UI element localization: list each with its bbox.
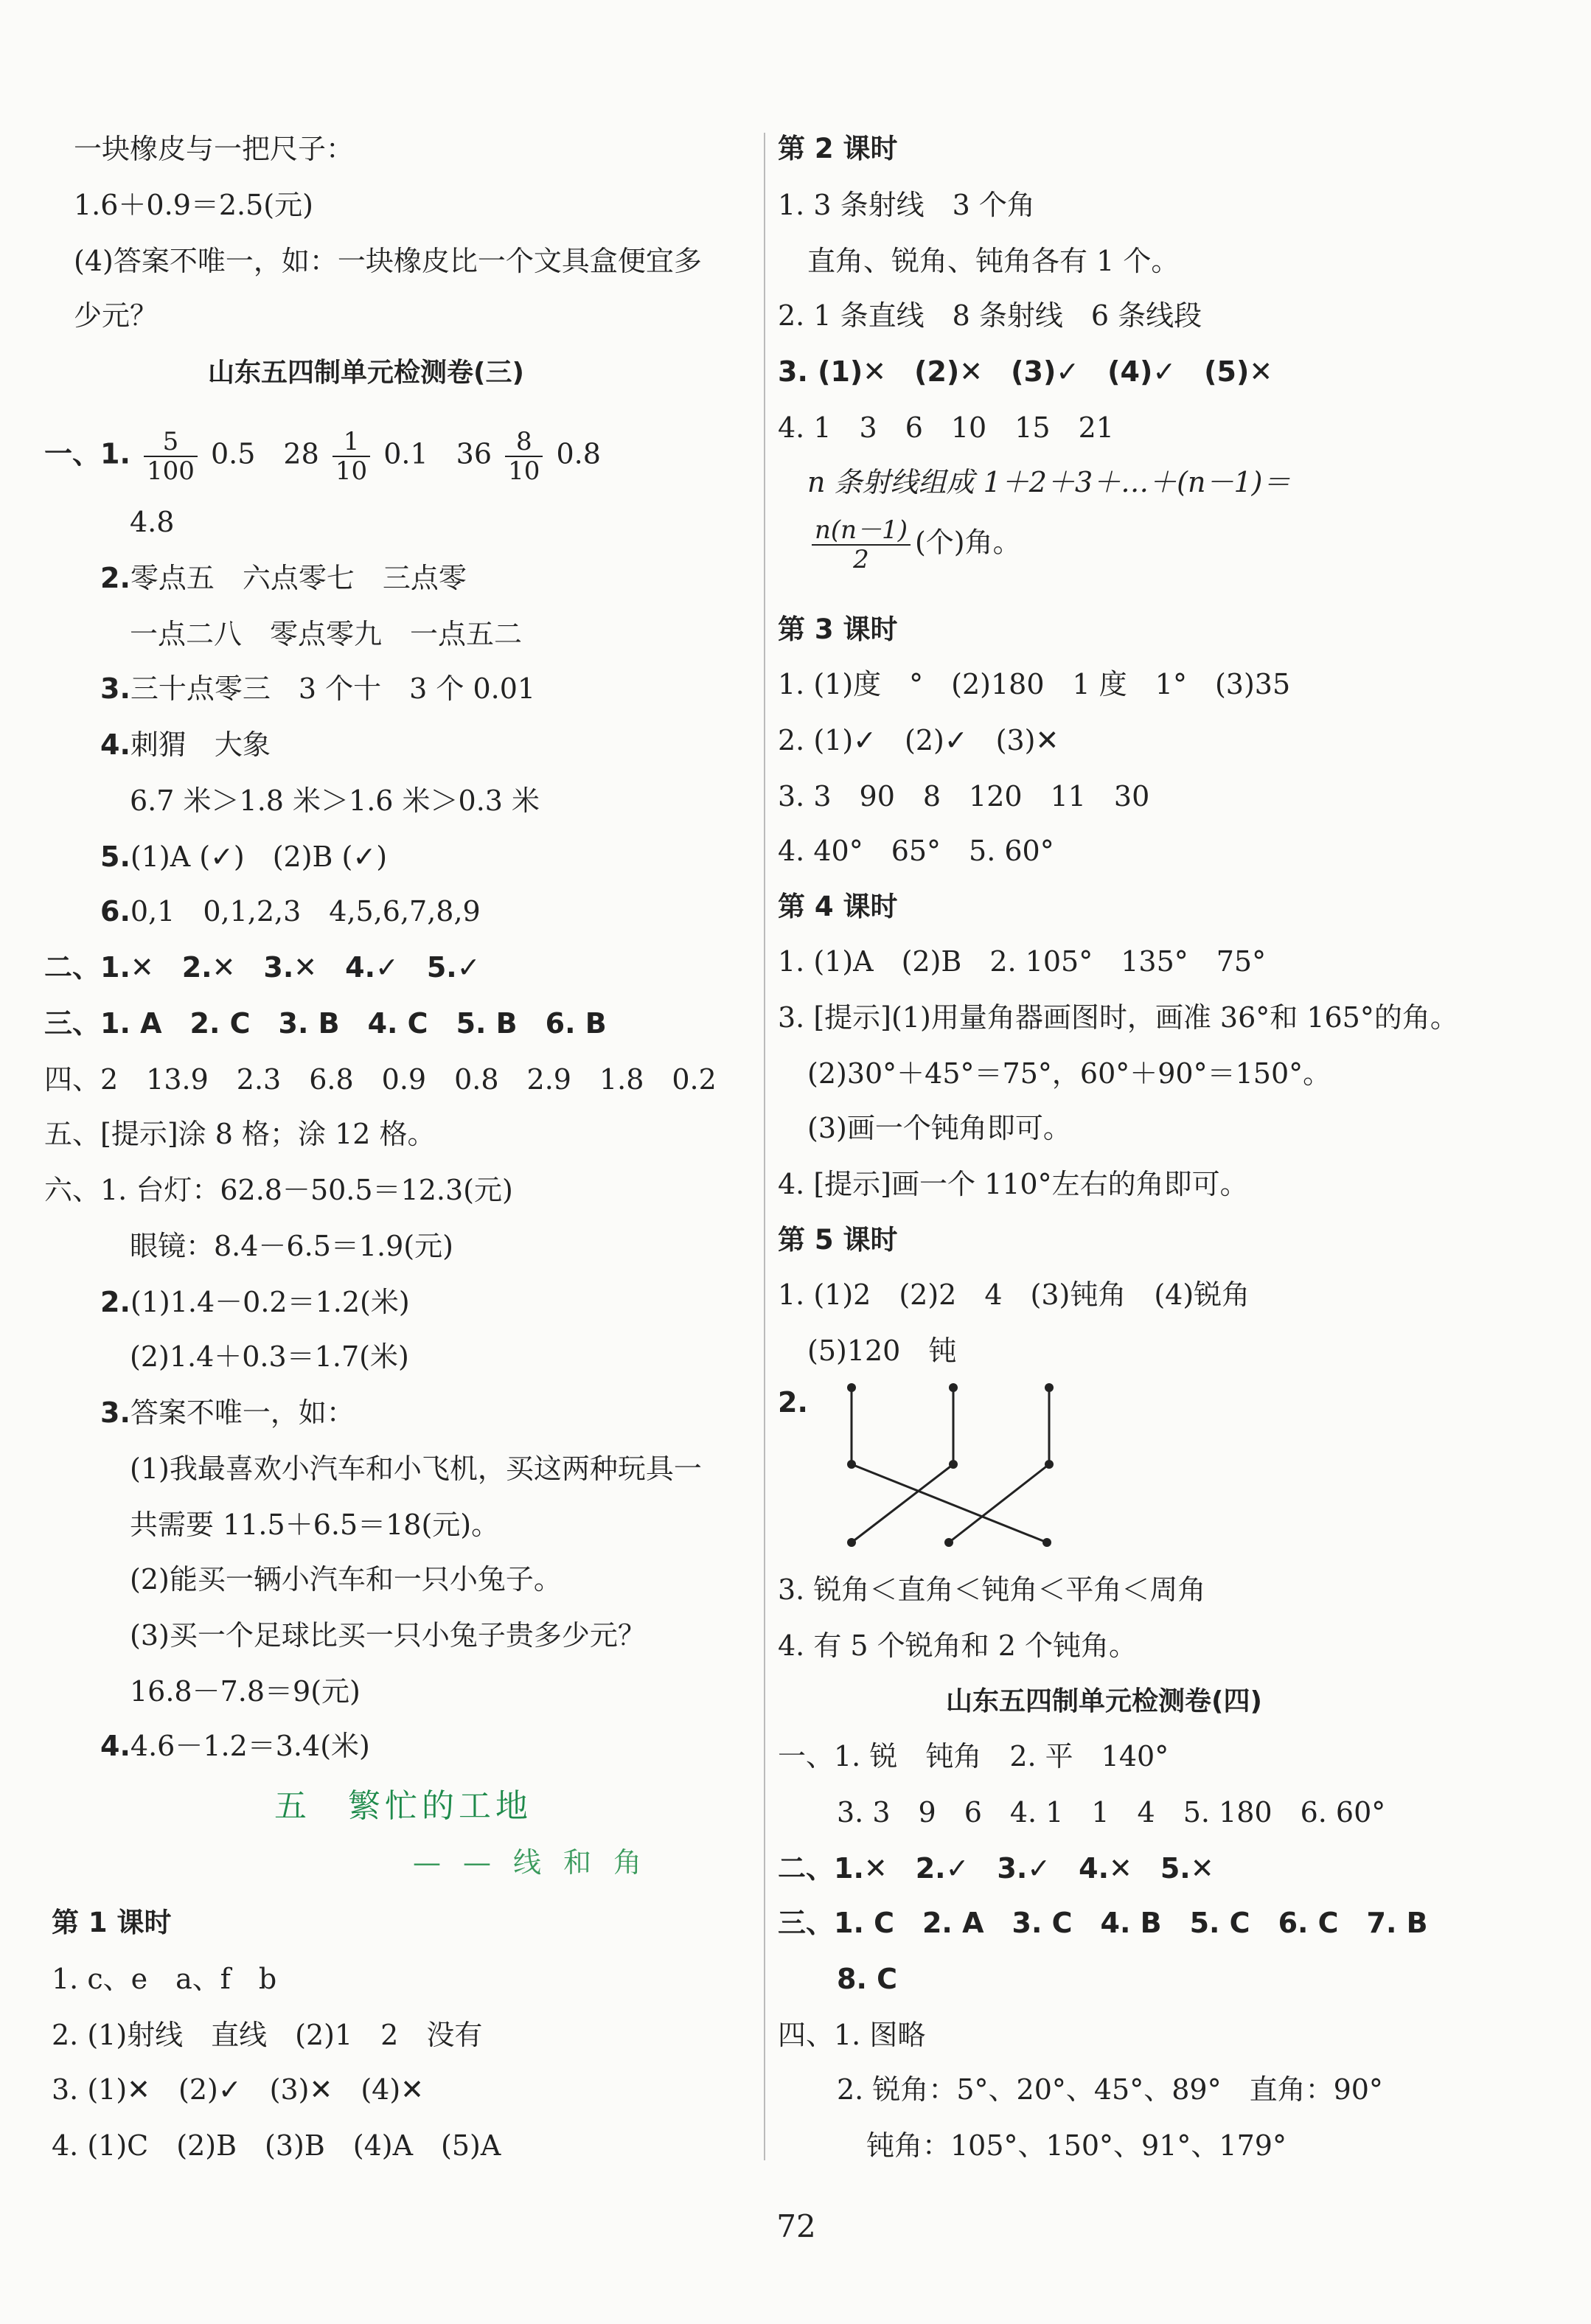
answer-line: 4. 1 3 6 10 15 21 [778, 411, 1114, 444]
answer-line: (5)120 钝 [807, 1335, 957, 1367]
dot [949, 1383, 958, 1392]
answer-line: 3. 3 90 8 120 11 30 [778, 780, 1150, 813]
q1-4-line: 4.刺猬 大象 [100, 728, 271, 761]
answer-line: 三、1. C 2. A 3. C 4. B 5. C 6. C 7. B [778, 1907, 1428, 1939]
q1-6-line: 6.0,1 0,1,2,3 4,5,6,7,8,9 [100, 895, 481, 928]
answer-line: (2)能买一辆小汽车和一只小兔子。 [130, 1563, 562, 1596]
answer-line: 2. 1 条直线 8 条射线 6 条线段 [778, 299, 1202, 332]
q6-2-line: 2.(1)1.4－0.2＝1.2(米) [100, 1286, 410, 1318]
answer-line: 4. 40° 65° 5. 60° [778, 835, 1054, 867]
column-divider [764, 133, 765, 2160]
answer-line: 1. c、e a、f b [52, 1963, 277, 1995]
fraction-n-n-1-over-2: $\frac{n(n-1)}{2}$ [812, 516, 911, 574]
q1-5-line: 5.(1)A (✓) (2)B (✓) [100, 841, 388, 873]
line-cross-2 [852, 1464, 953, 1542]
answer-line: 8. C [837, 1963, 897, 1995]
dot [1045, 1460, 1054, 1469]
answer-line: 3. [提示](1)用量角器画图时，画准 36°和 165°的角。 [778, 1001, 1458, 1034]
fraction-5-100: $\frac{5}{100}$ [144, 428, 198, 485]
answer-line: 六、1. 台灯：62.8－50.5＝12.3(元) [44, 1174, 513, 1206]
answer-line: 2. 锐角：5°、20°、45°、89° 直角：90° [837, 2073, 1383, 2106]
answer-line: 一点二八 零点零九 一点五二 [130, 618, 523, 650]
answer-line: 二、1.✕ 2.✕ 3.✕ 4.✓ 5.✓ [44, 951, 481, 984]
lesson-heading: 第 4 课时 [778, 891, 898, 922]
q1-1-text: 0.1 36 [383, 437, 492, 470]
answer-line: 眼镜：8.4－6.5＝1.9(元) [130, 1230, 453, 1262]
answer-line: 1. (1)度 ° (2)180 1 度 1° (3)35 [778, 668, 1291, 700]
answer-line: 1. (1)A (2)B 2. 105° 135° 75° [778, 945, 1267, 978]
answer-line: 2. (1)✓ (2)✓ (3)✕ [778, 724, 1059, 756]
matching-lines-diagram [807, 1379, 1058, 1556]
unit-subtitle: ——线和角 [413, 1846, 664, 1879]
dot [847, 1460, 856, 1469]
dot [847, 1383, 856, 1392]
test4-title: 山东五四制单元检测卷(四) [946, 1686, 1262, 1716]
answer-line: 6.7 米＞1.8 米＞1.6 米＞0.3 米 [130, 784, 540, 817]
answer-line: 三、1. A 2. C 3. B 4. C 5. B 6. B [44, 1007, 607, 1040]
q1-2-line: 2.零点五 六点零七 三点零 [100, 562, 467, 594]
answer-line: 4. (1)C (2)B (3)B (4)A (5)A [52, 2129, 501, 2162]
fraction-8-10: $\frac{8}{10}$ [505, 428, 543, 485]
fraction-1-10: $\frac{1}{10}$ [333, 428, 370, 485]
answer-line: 3. (1)✕ (2)✓ (3)✕ (4)✕ [52, 2073, 425, 2106]
answer-line: 二、1.✕ 2.✓ 3.✓ 4.✕ 5.✕ [778, 1852, 1214, 1885]
answer-line: (3)买一个足球比买一只小兔子贵多少元？ [130, 1619, 646, 1652]
answer-line: 1. (1)2 (2)2 4 (3)钝角 (4)锐角 [778, 1278, 1250, 1311]
q1-1-text: 0.5 28 [210, 437, 319, 470]
q1-3-line: 3.三十点零三 3 个十 3 个 0.01 [100, 672, 536, 705]
dot [949, 1460, 958, 1469]
answer-line: 一块橡皮与一把尺子： [74, 133, 355, 165]
answer-line: (2)1.4＋0.3＝1.7(米) [130, 1340, 409, 1373]
q6-3-line: 3.答案不唯一，如： [100, 1396, 355, 1429]
answer-line: 共需要 11.5＋6.5＝18(元)。 [130, 1509, 500, 1541]
answer-line: 直角、锐角、钝角各有 1 个。 [807, 245, 1180, 277]
answer-line: 钝角：105°、150°、91°、179° [866, 2129, 1287, 2162]
answer-line: 3. (1)✕ (2)✕ (3)✓ (4)✓ (5)✕ [778, 355, 1273, 388]
answer-line: 3. 锐角＜直角＜钝角＜平角＜周角 [778, 1573, 1206, 1606]
dot [847, 1538, 856, 1547]
lesson-heading: 第 3 课时 [778, 613, 898, 645]
dot [1042, 1538, 1051, 1547]
answer-line: 1. 3 条射线 3 个角 [778, 189, 1035, 221]
answer-line: 3. 3 9 6 4. 1 1 4 5. 180 6. 60° [837, 1796, 1386, 1829]
test3-title: 山东五四制单元检测卷(三) [208, 358, 524, 388]
answer-line: 四、2 13.9 2.3 6.8 0.9 0.8 2.9 1.8 0.2 [44, 1063, 717, 1096]
q1-1-text: 0.8 [556, 437, 601, 470]
answer-line: 2. [778, 1386, 808, 1419]
answer-line: 4.8 [130, 506, 175, 538]
answer-line: 五、[提示]涂 8 格；涂 12 格。 [44, 1118, 436, 1150]
answer-line: (2)30°＋45°＝75°，60°＋90°＝150°。 [807, 1057, 1331, 1090]
lesson-heading: 第 5 课时 [778, 1224, 898, 1256]
answer-line: 1.6＋0.9＝2.5(元) [74, 189, 313, 221]
answer-line: (4)答案不唯一，如：一块橡皮比一个文具盒便宜多 [74, 245, 702, 277]
answer-line: 一、1. 锐 钝角 2. 平 140° [778, 1740, 1169, 1772]
answer-line: n 条射线组成 1＋2＋3＋…＋(n－1)＝ [807, 466, 1291, 498]
answer-line: 16.8－7.8＝9(元) [130, 1675, 361, 1708]
q1-1-prefix: 一、1. [44, 437, 130, 470]
answer-line: 少元？ [74, 299, 159, 332]
line-cross-1 [852, 1464, 1047, 1542]
answer-line: (1)我最喜欢小汽车和小飞机，买这两种玩具一 [130, 1452, 702, 1485]
answer-line: 四、1. 图略 [778, 2019, 926, 2051]
dot [944, 1538, 953, 1547]
answer-line: 4. [提示]画一个 110°左右的角即可。 [778, 1168, 1248, 1200]
answer-line: 4. 有 5 个锐角和 2 个钝角。 [778, 1629, 1138, 1662]
unit-title: 五 繁忙的工地 [274, 1787, 532, 1825]
q6-4-line: 4.4.6－1.2＝3.4(米) [100, 1730, 370, 1762]
answer-line: (3)画一个钝角即可。 [807, 1112, 1071, 1144]
q1-1-line [44, 427, 601, 486]
line-cross-3 [949, 1464, 1049, 1542]
dot [1045, 1383, 1054, 1392]
formula-line: $\frac{n(n-1)}{2}$ (个)角。 [807, 516, 1021, 582]
lesson-heading: 第 2 课时 [778, 133, 898, 164]
page-number: 72 [776, 2208, 816, 2244]
answer-line: 2. (1)射线 直线 (2)1 2 没有 [52, 2019, 483, 2051]
lesson-heading: 第 1 课时 [52, 1907, 172, 1938]
